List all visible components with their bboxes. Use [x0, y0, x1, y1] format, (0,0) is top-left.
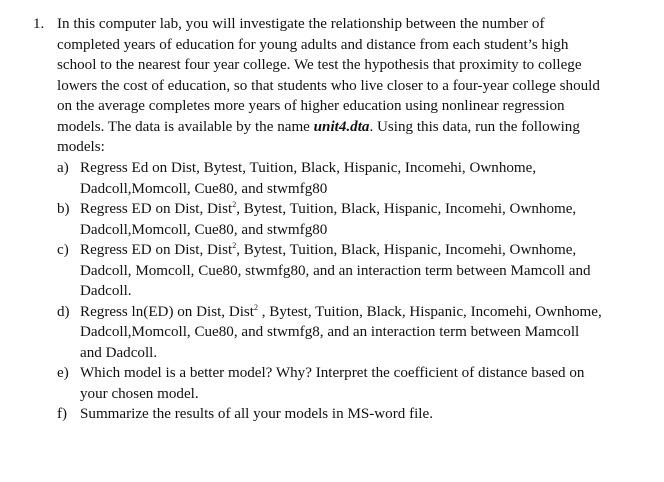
- sub-question-letter: d): [57, 303, 70, 320]
- sub-question-line: [80, 302, 657, 323]
- superscript-2: 2: [253, 302, 258, 312]
- sub-question-line: [80, 199, 657, 220]
- question-intro: [57, 14, 657, 158]
- intro-line-6-text-before: models. The data is available by the name: [57, 118, 314, 135]
- sub-question-c: [57, 240, 657, 302]
- sub-question-line: and Dadcoll.: [80, 344, 158, 361]
- sub-question-line: Dadcoll,Momcoll, Cue80, and stwmfg8, and an interaction term between Mamcoll: [80, 324, 580, 340]
- question-number: 1.: [33, 16, 45, 32]
- sub-question-list: [57, 158, 657, 425]
- sub-question-line: Dadcoll,Momcoll, Cue80, and stwmfg80: [80, 221, 328, 238]
- dataset-filename: unit4.dta: [313, 118, 370, 135]
- sub-question-e: [57, 363, 657, 404]
- sub-question-text: Regress ED on Dist, Dist: [80, 201, 233, 217]
- sub-question-text: Regress ED on Dist, Dist: [80, 242, 233, 258]
- intro-line-3: school to the nearest four year college. We test the hypothesis that proximity to college: [57, 57, 582, 73]
- sub-question-line: [80, 240, 657, 261]
- sub-question-letter: b): [57, 201, 70, 217]
- sub-question-d: [57, 302, 657, 364]
- sub-question-letter: a): [57, 160, 69, 176]
- sub-question-text: , Bytest, Tuition, Black, Hispanic, Incomehi, Ownhome,: [257, 303, 602, 320]
- intro-line-4: lowers the cost of education, so that students who live closer to a four-year college should: [57, 77, 600, 94]
- intro-line-6-text-after: . Using this data, run the following: [369, 118, 580, 135]
- sub-question-text: , Bytest, Tuition, Black, Hispanic, Incomehi, Ownhome,: [236, 242, 577, 258]
- sub-question-f: [57, 404, 657, 425]
- sub-question-text: Regress ln(ED) on Dist, Dist: [80, 303, 254, 320]
- sub-question-a: [57, 158, 657, 199]
- sub-question-line: Regress Ed on Dist, Bytest, Tuition, Black, Hispanic, Incomehi, Ownhome,: [80, 160, 537, 176]
- intro-line-6: [57, 117, 657, 138]
- superscript-2: 2: [232, 200, 237, 209]
- superscript-2: 2: [232, 241, 237, 250]
- sub-question-letter: c): [57, 242, 69, 258]
- sub-question-text: , Bytest, Tuition, Black, Hispanic, Incomehi, Ownhome,: [236, 201, 577, 217]
- sub-question-line: Summarize the results of all your models in MS-word file.: [80, 406, 433, 422]
- sub-question-line: Which model is a better model? Why? Interpret the coefficient of distance based on: [80, 365, 585, 381]
- sub-question-line: Dadcoll,Momcoll, Cue80, and stwmfg80: [80, 180, 328, 197]
- sub-question-line: Dadcoll.: [80, 283, 132, 299]
- sub-question-b: [57, 199, 657, 240]
- sub-question-line: Dadcoll, Momcoll, Cue80, stwmfg80, and an interaction term between Mamcoll and: [80, 262, 591, 279]
- intro-line-2: completed years of education for young adults and distance from each student’s high: [57, 36, 569, 53]
- sub-question-line: your chosen model.: [80, 385, 199, 402]
- sub-question-letter: e): [57, 365, 69, 381]
- sub-question-letter: f): [57, 406, 68, 422]
- intro-line-7: models:: [57, 139, 105, 155]
- intro-line-5: on the average completes more years of higher education using nonlinear regression: [57, 98, 565, 114]
- intro-line-1: In this computer lab, you will investigate the relationship between the number of: [57, 16, 545, 32]
